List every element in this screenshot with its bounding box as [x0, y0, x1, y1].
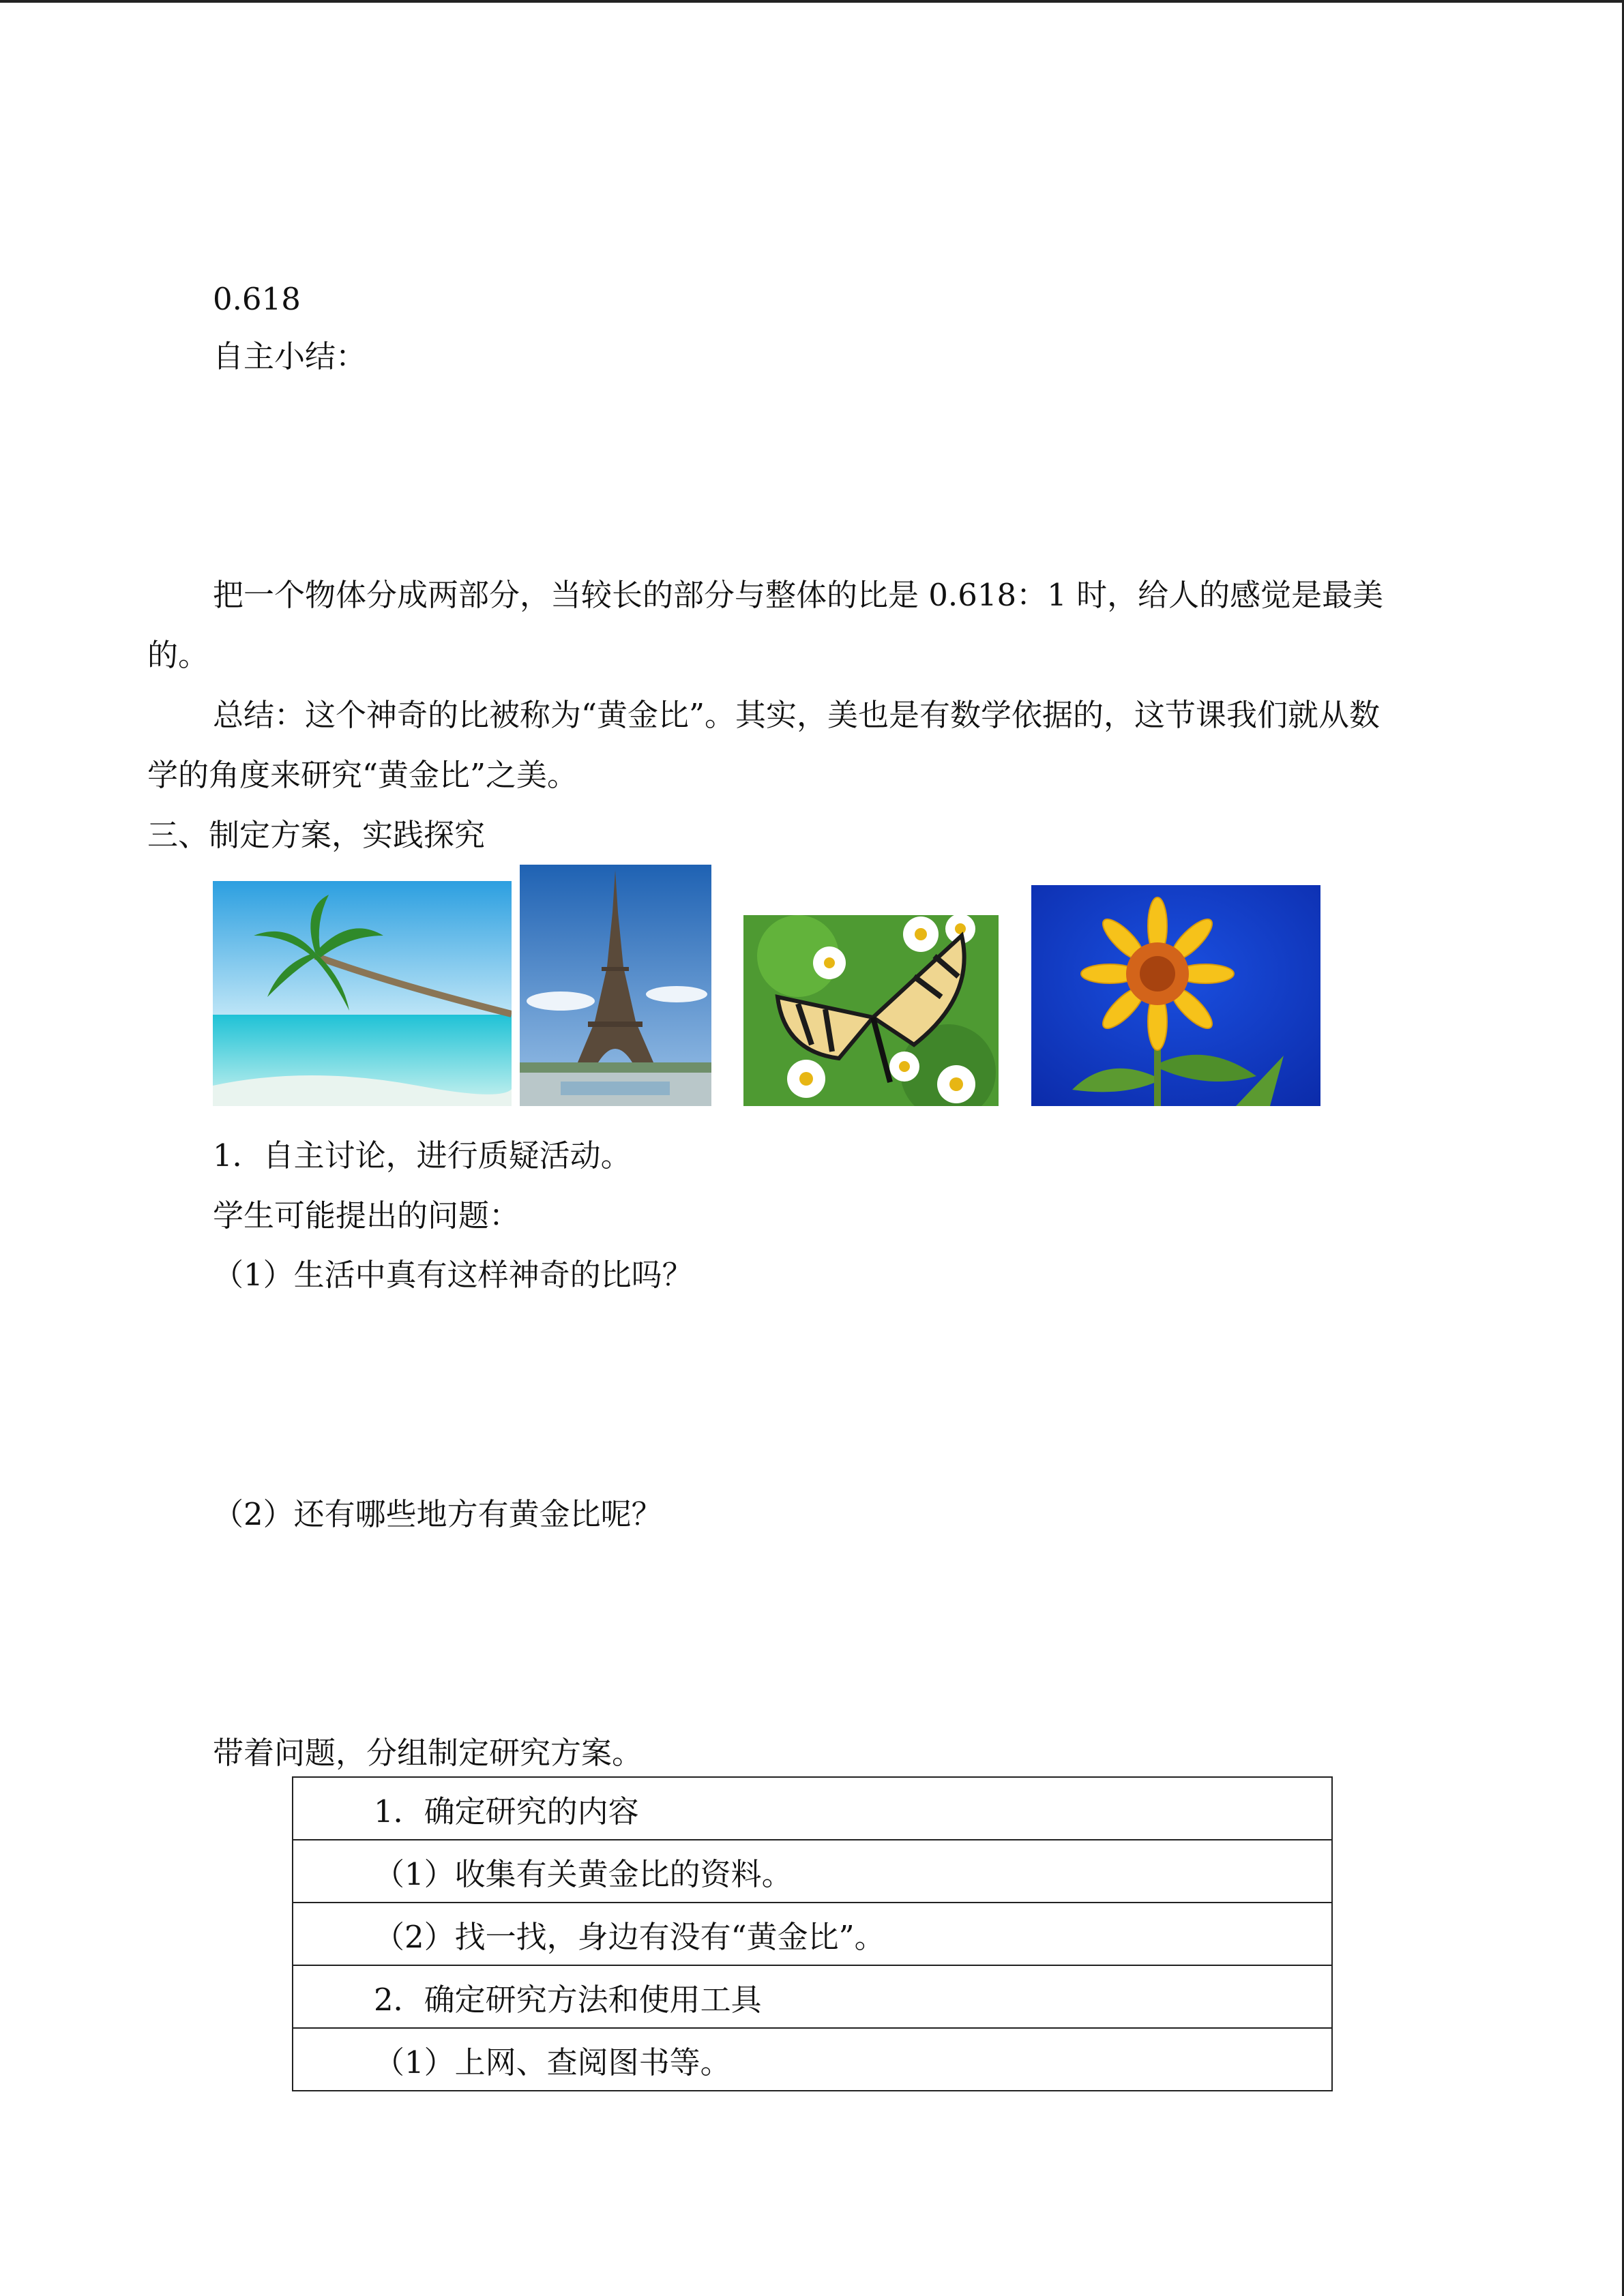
summary-line-2: 学的角度来研究“黄金比”之美。 [147, 757, 578, 793]
butterfly-daisies-photo [743, 915, 999, 1106]
golden-ratio-value: 0.618 [213, 281, 301, 317]
plan-item-research-content: 1．确定研究的内容 [374, 1793, 639, 1830]
palm-beach-photo [213, 881, 512, 1106]
plan-item-find-golden-ratio: （2）找一找，身边有没有“黄金比”。 [374, 1918, 885, 1955]
table-row [293, 1903, 1332, 1965]
question-1: （1）生活中真有这样神奇的比吗？ [213, 1257, 693, 1293]
table-row [293, 1965, 1332, 2028]
research-plan-table [292, 1776, 1333, 2091]
plan-item-methods-tools: 2．确定研究方法和使用工具 [374, 1981, 762, 2018]
plan-intro: 带着问题，分组制定研究方案。 [213, 1735, 643, 1771]
questions-label: 学生可能提出的问题： [213, 1197, 520, 1234]
statement-line-1: 把一个物体分成两部分，当较长的部分与整体的比是 0.618：1 时，给人的感觉是最美 [213, 577, 1384, 613]
plan-item-internet-books: （1）上网、查阅图书等。 [374, 2044, 731, 2081]
sunflower-photo [1031, 885, 1320, 1106]
plan-item-collect-materials: （1）收集有关黄金比的资料。 [374, 1855, 793, 1892]
eiffel-tower-photo [520, 865, 711, 1106]
summary-line-1: 总结：这个神奇的比被称为“黄金比”。其实，美也是有数学依据的，这节课我们就从数 [213, 697, 1381, 733]
question-2: （2）还有哪些地方有黄金比呢？ [213, 1496, 662, 1532]
statement-line-2: 的。 [147, 637, 209, 673]
table-row [293, 1777, 1332, 1840]
self-summary-label: 自主小结： [213, 338, 367, 374]
table-row [293, 1840, 1332, 1903]
section-title: 三、制定方案，实践探究 [147, 817, 486, 853]
table-row [293, 2028, 1332, 2091]
discussion-step: 1．自主讨论，进行质疑活动。 [213, 1137, 632, 1174]
page-top-border [0, 0, 1624, 3]
